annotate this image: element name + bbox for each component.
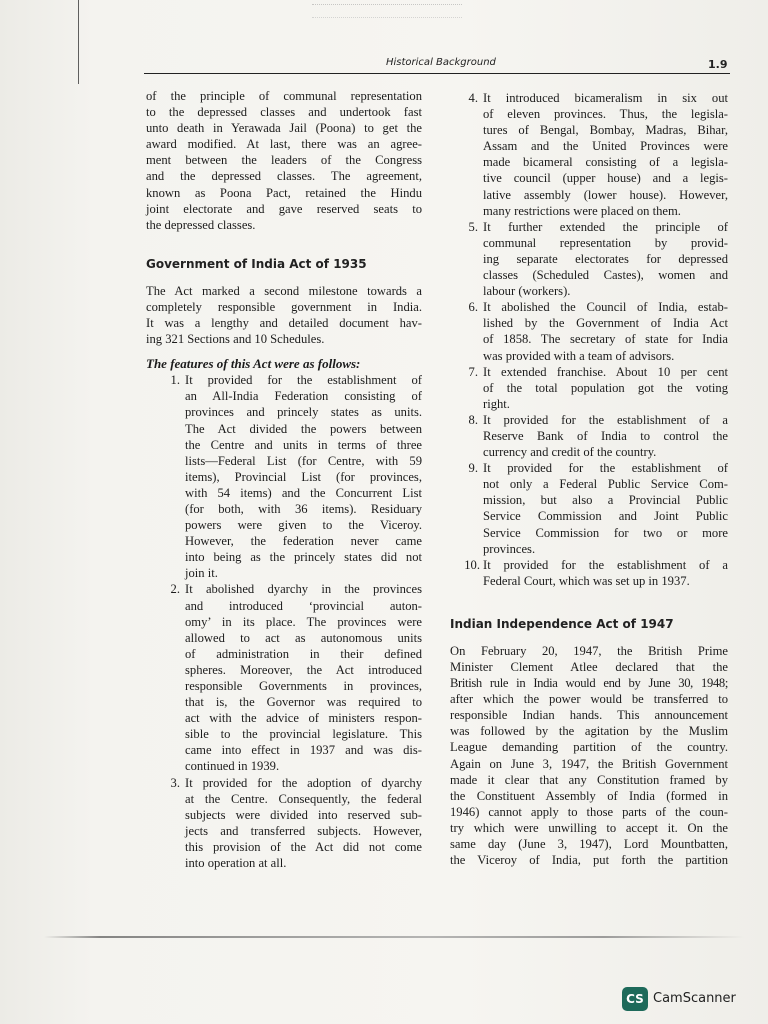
text-line: the Centre and units in terms of three: [185, 437, 422, 452]
list-item-number: 8.: [468, 412, 478, 427]
text-line: lists—Federal List (for Centre, with 59: [185, 453, 422, 468]
text-line: It introduced bicameralism in six out: [483, 91, 728, 105]
section-intro-paragraph: [146, 283, 422, 347]
text-line: The Act marked a second milestone towards a: [146, 283, 422, 298]
text-line: Service Commission for two or more: [483, 525, 728, 540]
section-heading-1935: Government of India Act of 1935: [146, 256, 367, 271]
text-line: ing separate electorates for depressed: [483, 251, 728, 266]
text-line: at the Centre. Consequently, the federal: [185, 791, 422, 806]
text-line: made bicameral consisting of a legisla-: [483, 155, 728, 170]
section-paragraph-1947: [450, 643, 728, 868]
list-item: [152, 581, 422, 774]
section-heading-1947: Indian Independence Act of 1947: [450, 616, 674, 631]
list-item-number: 4.: [468, 91, 478, 105]
text-line: It provided for the establishment of a: [483, 557, 728, 572]
text-line: sible to the provincial legislature. This: [185, 727, 422, 742]
list-item: [450, 364, 728, 412]
text-line: lative assembly (lower house). However,: [483, 187, 728, 202]
text-line: after which the power would be transferred to: [450, 692, 728, 707]
list-item: [450, 299, 728, 363]
text-line: subjects were divided into reserved sub-: [185, 807, 422, 822]
right-column: [450, 90, 728, 868]
list-item-number: 3.: [170, 775, 180, 790]
left-column: [146, 88, 422, 871]
text-line: It was a lengthy and detailed document hav-: [146, 316, 422, 331]
text-line: It provided for the establishment of a: [483, 412, 728, 427]
text-line: currency and credit of the country.: [483, 445, 657, 460]
text-line: act with the advice of ministers respon-: [185, 711, 422, 726]
text-line: try which were unwilling to accept it. On the: [450, 820, 728, 835]
text-line: ing 321 Sections and 10 Schedules.: [146, 332, 325, 347]
text-line: into being as the princely states did not: [185, 550, 422, 565]
scan-artifact: [312, 4, 462, 18]
text-line: completely responsible government in India.: [146, 299, 422, 314]
text-line: tive council (upper house) and a legis-: [483, 171, 728, 186]
list-item: [152, 372, 422, 581]
text-line: the Viceroy of India, put forth the partition: [450, 853, 728, 868]
list-item-number: 10.: [464, 557, 480, 572]
text-line: It provided for the establishment of: [185, 373, 422, 388]
text-line: Again on June 3, 1947, the British Government: [450, 756, 728, 771]
text-line: was followed by the agitation by the Muslim: [450, 724, 728, 739]
list-item: [450, 557, 728, 589]
features-heading: The features of this Act were as follows:: [146, 356, 361, 372]
text-line: award modified. At last, there was an agree-: [146, 137, 422, 152]
text-line: same day (June 3, 1947), Lord Mountbatten,: [450, 837, 728, 852]
camscanner-logo-icon: CS: [622, 987, 648, 1011]
text-line: items), Provincial List (for provinces,: [185, 469, 422, 484]
text-line: ment between the leaders of the Congress: [146, 153, 422, 168]
text-line: It abolished dyarchy in the provinces: [185, 582, 422, 597]
list-item: [450, 219, 728, 299]
text-line: join it.: [185, 566, 218, 581]
text-line: allowed to act as autonomous units: [185, 630, 422, 645]
text-line: and introduced ‘provincial auton-: [185, 598, 422, 613]
text-line: and the depressed classes. The agreement,: [146, 169, 422, 184]
running-header-title: Historical Background: [386, 57, 496, 68]
text-line: It abolished the Council of India, estab-: [483, 300, 728, 315]
list-item: [450, 412, 728, 460]
text-line: an All-India Federation consisting of: [185, 389, 422, 404]
list-item-number: 6.: [468, 300, 478, 315]
text-line: mission, but also a Provincial Public: [483, 493, 728, 508]
list-item-number: 2.: [170, 582, 180, 597]
text-line: to the depressed classes and undertook fast: [146, 105, 422, 120]
text-line: of the principle of communal representation: [146, 89, 422, 103]
text-line: However, the federation never came: [185, 534, 422, 549]
text-line: came into effect in 1937 and was dis-: [185, 743, 422, 758]
text-line: many restrictions were placed on them.: [483, 203, 681, 218]
text-line: classes (Scheduled Castes), women and: [483, 268, 728, 283]
text-line: It further extended the principle of: [483, 219, 728, 234]
text-line: unto death in Yerawada Jail (Poona) to get the: [146, 121, 422, 136]
text-line: of 1858. The secretary of state for India: [483, 332, 728, 347]
text-line: It provided for the establishment of: [483, 461, 728, 476]
text-line: this provision of the Act did not come: [185, 839, 422, 854]
text-line: tures of Bengal, Bombay, Madras, Bihar,: [483, 123, 728, 138]
text-line: jects and transferred subjects. However,: [185, 823, 422, 838]
text-line: powers were given to the Viceroy.: [185, 518, 422, 533]
camscanner-watermark: CamScanner: [653, 991, 736, 1006]
text-line: omy’ in its place. The provinces were: [185, 614, 422, 629]
text-line: British rule in India would end by June 30, 1948;: [450, 676, 728, 691]
list-item: [152, 775, 422, 872]
text-line: (for both, with 36 items). Residuary: [185, 501, 422, 516]
text-line: not only a Federal Public Service Com-: [483, 477, 728, 492]
binding-edge: [78, 0, 79, 84]
text-line: lished by the Government of India Act: [483, 316, 728, 331]
text-line: provinces and princely states as units.: [185, 405, 422, 420]
text-line: League demanding partition of the country.: [450, 740, 728, 755]
text-line: communal representation by provid-: [483, 235, 728, 250]
text-line: Service Commission and Joint Public: [483, 509, 728, 524]
list-item: [450, 90, 728, 219]
text-line: of eleven provinces. Thus, the legisla-: [483, 107, 728, 122]
text-line: joint electorate and gave reserved seats to: [146, 201, 422, 216]
text-line: of the total population got the voting: [483, 380, 728, 395]
text-line: It extended franchise. About 10 per cent: [483, 364, 728, 379]
text-line: It provided for the adoption of dyarchy: [185, 775, 422, 790]
text-line: with 54 items) and the Concurrent List: [185, 485, 422, 500]
text-line: Assam and the United Provinces were: [483, 139, 728, 154]
footer-rule: [44, 936, 744, 938]
text-line: provinces.: [483, 541, 536, 556]
text-line: of administration in their defined: [185, 646, 422, 661]
text-line: that is, the Governor was required to: [185, 695, 422, 710]
text-line: into operation at all.: [185, 856, 287, 871]
list-item-number: 5.: [468, 219, 478, 234]
list-item-number: 1.: [170, 373, 180, 388]
text-line: labour (workers).: [483, 284, 571, 299]
list-item-number: 9.: [468, 461, 478, 476]
text-line: Federal Court, which was set up in 1937.: [483, 573, 690, 588]
text-line: Reserve Bank of India to control the: [483, 428, 728, 443]
intro-paragraph: [146, 88, 422, 233]
text-line: spheres. Moreover, the Act introduced: [185, 662, 422, 677]
text-line: made it clear that any Constitution framed by: [450, 772, 728, 787]
text-line: 1946) cannot apply to those parts of the coun-: [450, 804, 728, 819]
text-line: right.: [483, 396, 510, 411]
text-line: The Act divided the powers between: [185, 421, 422, 436]
list-item: [450, 460, 728, 557]
text-line: responsible Governments in provinces,: [185, 679, 422, 693]
text-line: responsible Indian hands. This announcement: [450, 708, 728, 723]
text-line: the depressed classes.: [146, 217, 256, 232]
text-line: Minister Clement Atlee declared that the: [450, 660, 728, 674]
header-rule: [144, 73, 730, 74]
text-line: On February 20, 1947, the British Prime: [450, 643, 728, 658]
page-number: 1.9: [708, 58, 728, 71]
list-item-number: 7.: [468, 364, 478, 379]
text-line: the Constituent Assembly of India (formed in: [450, 788, 728, 803]
text-line: was provided with a team of advisors.: [483, 348, 675, 363]
text-line: known as Poona Pact, retained the Hindu: [146, 185, 422, 200]
text-line: continued in 1939.: [185, 759, 280, 774]
